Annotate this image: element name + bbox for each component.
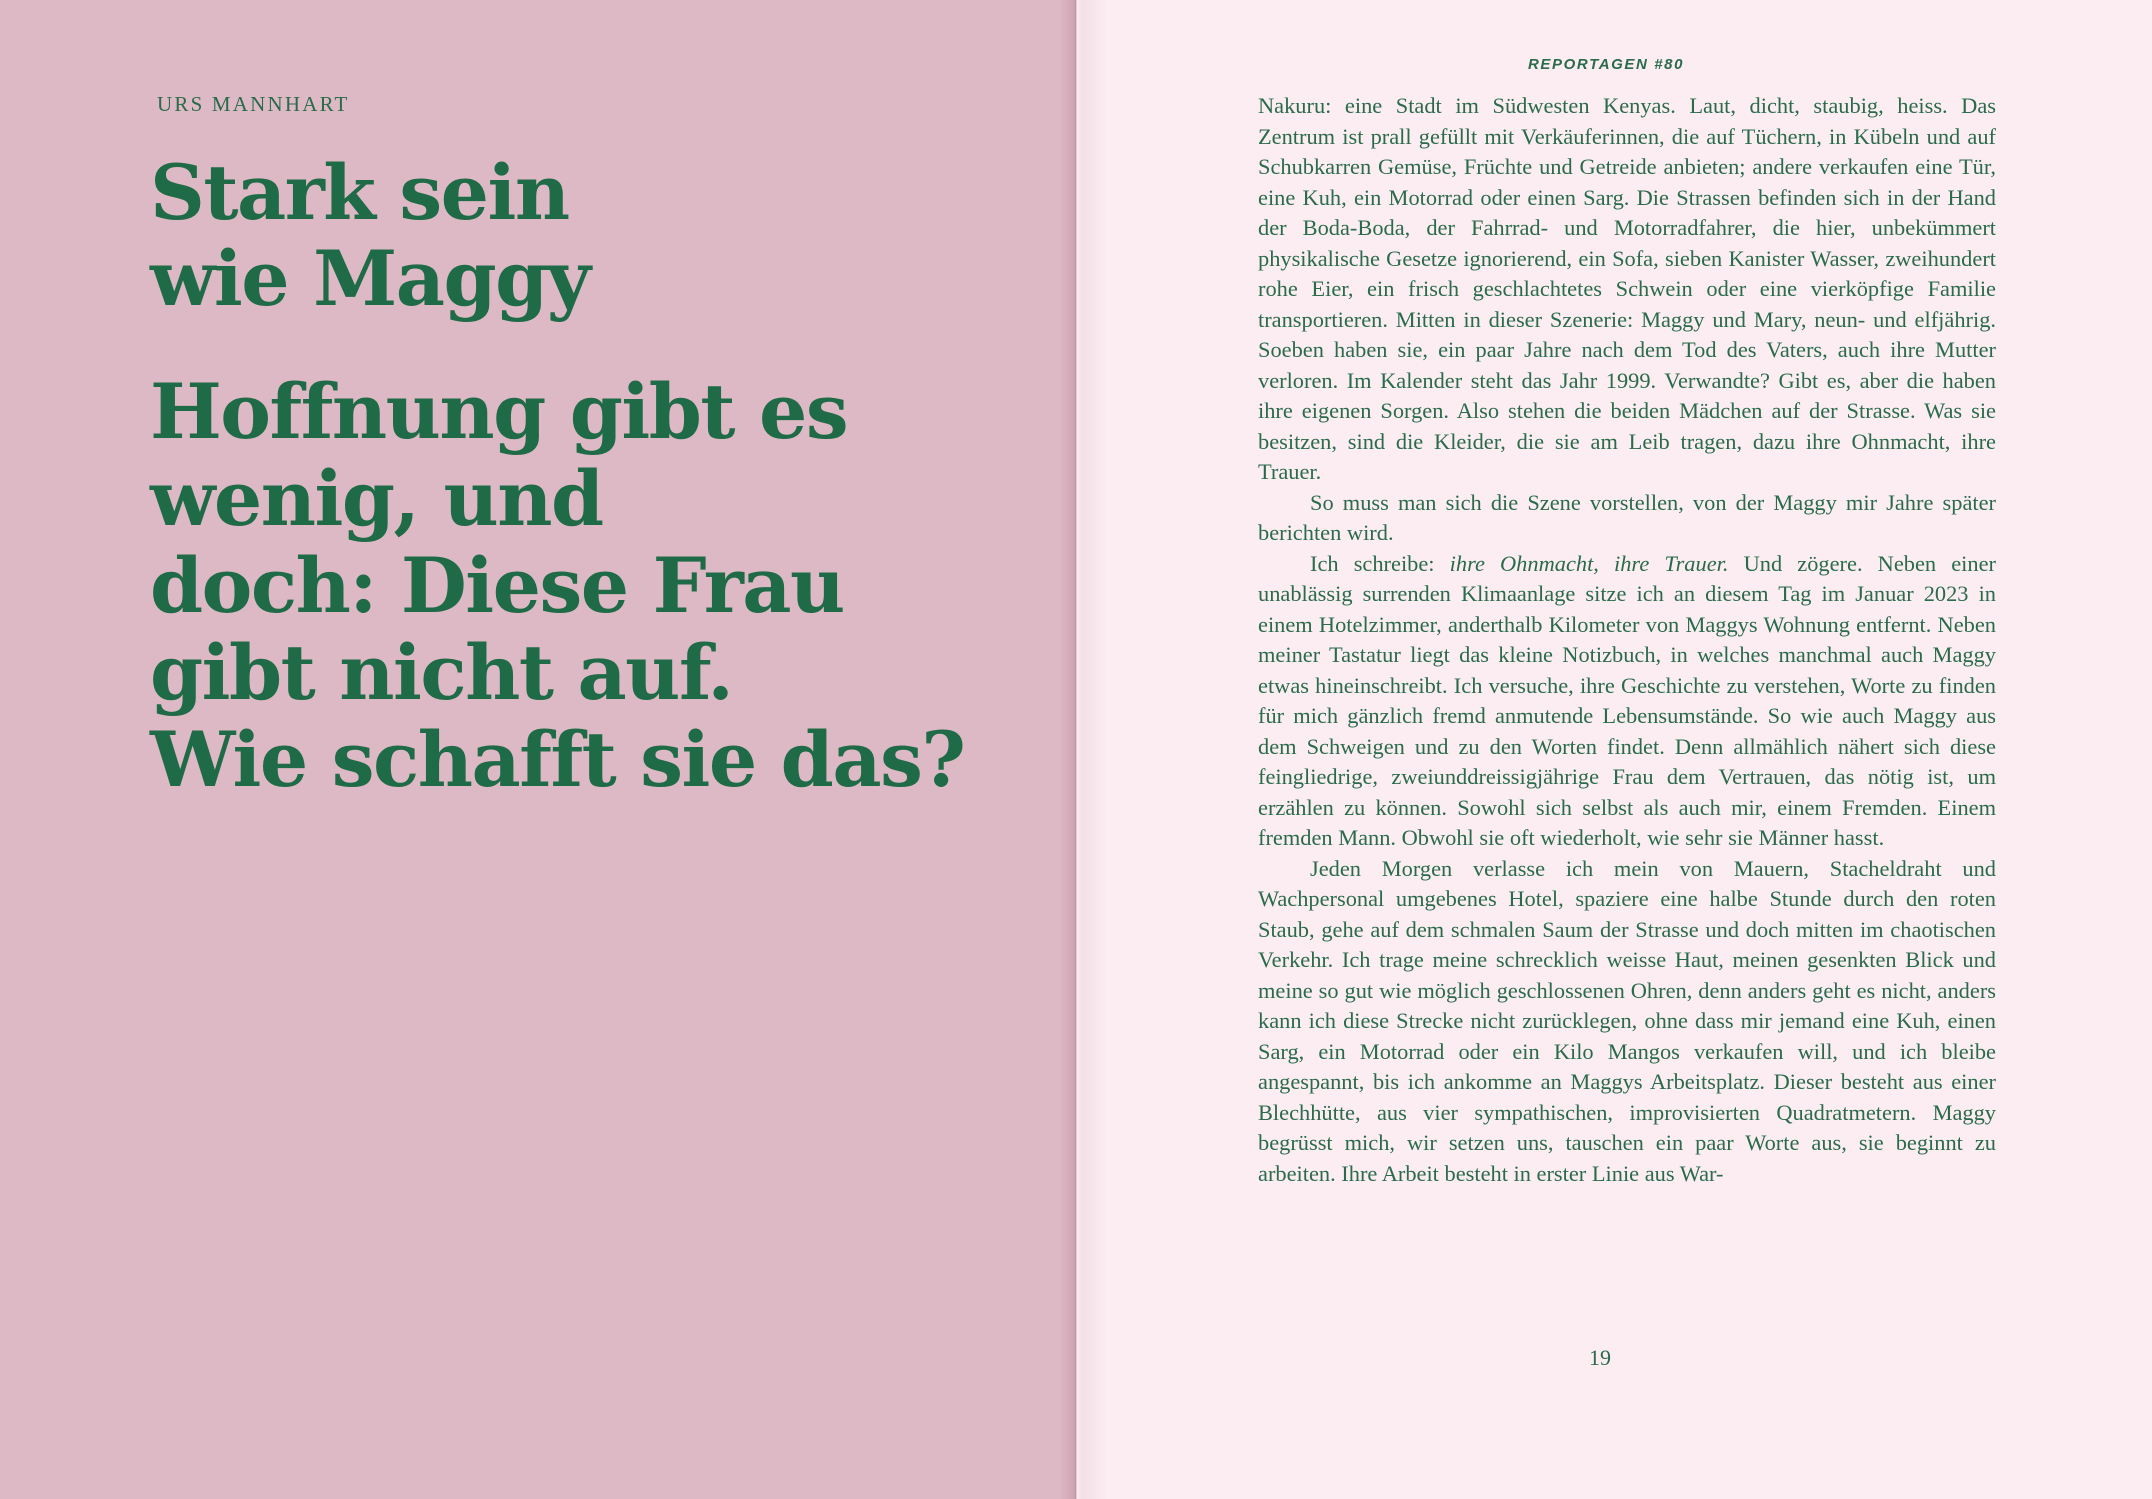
article-title <box>150 150 970 322</box>
subtitle-line: wenig, und <box>150 454 603 543</box>
title-line: wie Maggy <box>150 234 590 323</box>
subtitle-line: doch: Diese Frau <box>150 541 844 630</box>
author-name: URS MANNHART <box>157 92 350 116</box>
subtitle-line: Hoffnung gibt es <box>150 367 848 456</box>
running-head: REPORTAGEN #80 <box>1528 56 1685 73</box>
page-number: 19 <box>1589 1345 1611 1370</box>
subtitle-line: Wie schafft sie das? <box>150 715 965 804</box>
paragraph-rest: Und zögere. Neben einer unablässig surrenden Klimaanlage sitze ich an diesem Tag im Januar 2023 in einem Hotelzimmer, anderthalb Kilometer von Maggys Wohnung entfernt. Neben meiner Tastatur liegt das kleine Notizbuch, in welches manchmal auch Maggy etwas hineinschreibt. Ich versuche, ihre Geschichte zu verstehen, Worte zu finden für mich gänzlich fremd anmutende Lebensumstände. So wie auch Maggy aus dem Schweigen und zu den Worten findet. Denn allmählich nähert sich diese feingliedrige, zweiunddreissigjährige Frau dem Vertrauen, das nötig ist, um erzählen zu können. Sowohl sich selbst als auch mir, einem Fremden. Einem fremden Mann. Obwohl sie oft wiederholt, wie sehr sie Männer hasst. <box>1258 550 1996 850</box>
article-body <box>1258 91 1996 1189</box>
title-line: Stark sein <box>150 148 569 237</box>
body-paragraph <box>1258 549 1996 854</box>
paragraph-lead: Ich schreibe: <box>1310 550 1450 576</box>
article-subtitle <box>150 368 970 803</box>
book-gutter-shadow <box>1060 0 1108 1499</box>
subtitle-line: gibt nicht auf. <box>150 628 733 717</box>
italic-quote: ihre Ohnmacht, ihre Trauer. <box>1449 550 1729 576</box>
body-paragraph: So muss man sich die Szene vorstellen, von der Maggy mir Jahre später berichten wird. <box>1258 489 1996 545</box>
body-paragraph: Jeden Morgen verlasse ich mein von Mauern, Stacheldraht und Wachpersonal umgebenes Hotel, spaziere eine halbe Stunde durch den roten Staub, gehe auf dem schmalen Saum der Strasse und doch mitten im chaotischen Verkehr. Ich trage meine schrecklich weisse Haut, meinen gesenkten Blick und meine so gut wie möglich geschlossenen Ohren, denn anders geht es nicht, anders kann ich diese Strecke nicht zurücklegen, ohne dass mir jemand eine Kuh, einen Sarg, ein Motorrad oder ein Kilo Mangos verkaufen will, und ich bleibe angespannt, bis ich ankomme an Maggys Arbeitsplatz. Dieser besteht aus einer Blechhütte, aus vier sympathischen, improvisierten Quadratmetern. Maggy begrüsst mich, wir setzen uns, tauschen ein paar Worte aus, sie beginnt zu arbeiten. Ihre Arbeit besteht in erster Linie aus War- <box>1258 855 1996 1186</box>
body-paragraph: Nakuru: eine Stadt im Südwesten Kenyas. Laut, dicht, staubig, heiss. Das Zentrum ist prall gefüllt mit Verkäuferinnen, die auf Tüchern, in Kübeln und auf Schubkarren Gemüse, Früchte und Getreide anbieten; andere verkaufen eine Tür, eine Kuh, ein Motorrad oder einen Sarg. Die Strassen befinden sich in der Hand der Boda-Boda, der Fahrrad- und Motorradfahrer, die hier, unbekümmert physikalische Gesetze ignorierend, ein Sofa, sieben Kanister Wasser, zweihundert rohe Eier, ein frisch geschlachtetes Schwein oder eine vierköpfige Familie transportieren. Mitten in dieser Szenerie: Maggy und Mary, neun- und elfjährig. Soeben haben sie, ein paar Jahre nach dem Tod des Vaters, auch ihre Mutter verloren. Im Kalender steht das Jahr 1999. Verwandte? Gibt es, aber die haben ihre eigenen Sorgen. Also stehen die beiden Mädchen auf der Strasse. Was sie besitzen, sind die Kleider, die sie am Leib tragen, dazu ihre Ohnmacht, ihre Trauer. <box>1258 93 1996 484</box>
